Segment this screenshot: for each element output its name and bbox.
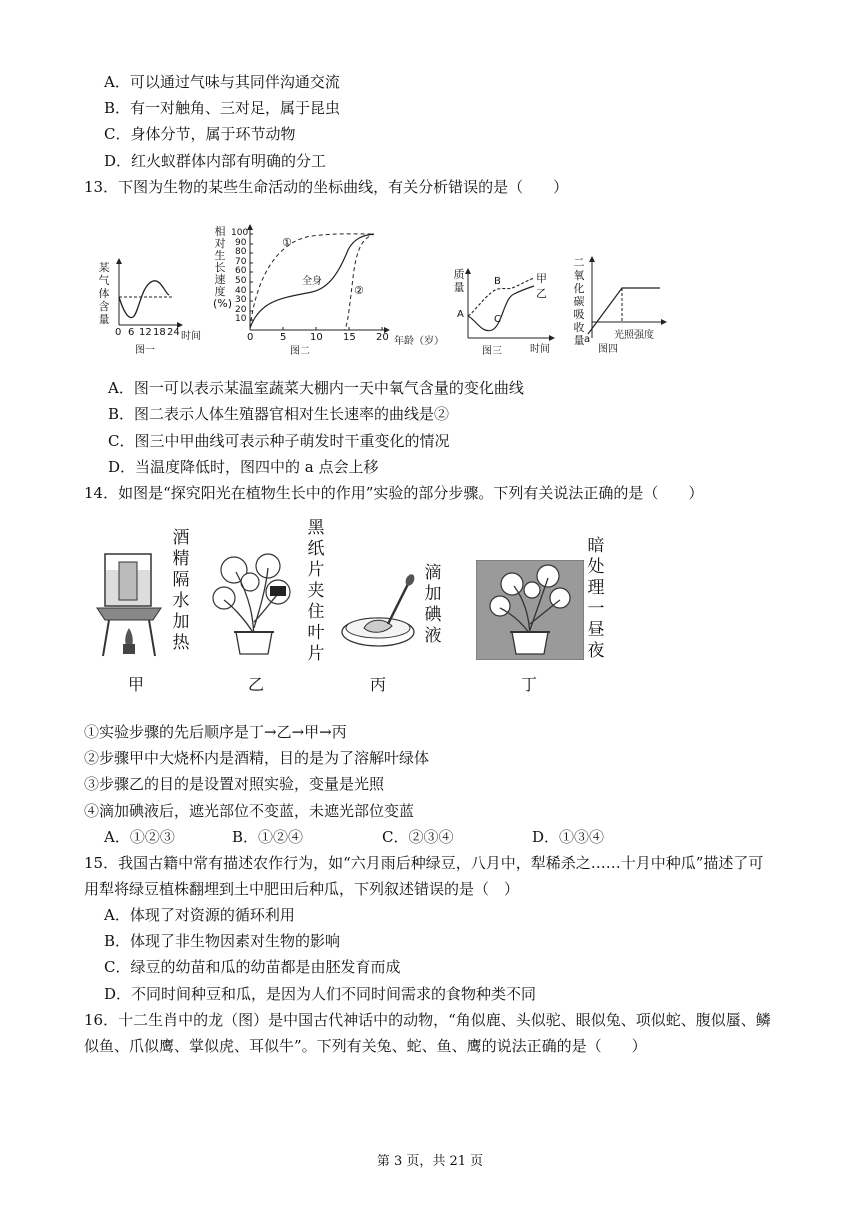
step-jia-illustration <box>95 548 170 660</box>
fig2-curve1-label: ① <box>282 236 292 249</box>
fig2-xlabel: 年龄（岁） <box>394 336 444 347</box>
q12-option-c: C．身体分节，属于环节动物 <box>104 125 296 143</box>
fig3-xlabel: 时间 <box>530 344 550 355</box>
fig2-xtick: 5 <box>280 332 287 343</box>
fig3-caption: 图三 <box>482 346 502 357</box>
q15-option-c: C．绿豆的幼苗和瓜的幼苗都是由胚发育而成 <box>104 958 401 976</box>
fig1-xtick: 12 <box>139 327 152 338</box>
fig2-xtick: 20 <box>376 332 389 343</box>
step-jia-note: 酒精隔水加热 <box>172 528 190 653</box>
fig2-xtick: 0 <box>247 332 254 343</box>
step-yi-illustration <box>210 548 300 660</box>
fig4-point-a: a <box>584 334 591 345</box>
q14-option-c: C．②③④ <box>382 828 454 846</box>
fig3-point-c: C <box>494 314 501 325</box>
step-jia-label: 甲 <box>128 675 145 694</box>
fig2-curve2-label: ② <box>354 284 364 297</box>
step-yi-note: 黑纸片夹住叶片 <box>307 518 325 664</box>
q15-option-a: A．体现了对资源的循环利用 <box>104 906 295 924</box>
step-ding-illustration <box>476 560 584 660</box>
fig3-curve-jia: 甲 <box>536 272 547 285</box>
q14-statement-3: ③步骤乙的目的是设置对照实验，变量是光照 <box>84 775 385 793</box>
q14-option-a: A．①②③ <box>104 828 175 846</box>
fig2-ytick: 10 <box>235 314 247 324</box>
q15-option-b: B．体现了非生物因素对生物的影响 <box>104 932 341 950</box>
q13-option-d: D．当温度降低时，图四中的 a 点会上移 <box>108 458 379 476</box>
fig2-ytick: 30 <box>235 295 247 305</box>
figure-1 <box>95 255 210 355</box>
fig3-curve-yi: 乙 <box>536 287 547 300</box>
q13-stem: 13．下图为生物的某些生命活动的坐标曲线，有关分析错误的是（ ） <box>84 178 569 196</box>
fig2-ytick: 50 <box>235 276 247 286</box>
step-ding-label: 丁 <box>521 675 538 694</box>
fig4-caption: 图四 <box>598 344 618 355</box>
step-bing-label: 丙 <box>370 675 387 694</box>
q15-option-d: D．不同时间种豆和瓜，是因为人们不同时间需求的食物种类不同 <box>104 985 537 1003</box>
fig2-xtick: 10 <box>310 332 323 343</box>
fig1-caption: 图一 <box>135 345 155 356</box>
fig2-caption: 图二 <box>290 346 310 357</box>
q14-statement-2: ②步骤甲中大烧杯内是酒精，目的是为了溶解叶绿体 <box>84 749 430 767</box>
fig2-ytick: 60 <box>235 266 247 276</box>
q14-statement-1: ①实验步骤的先后顺序是丁→乙→甲→丙 <box>84 723 347 741</box>
page-footer: 第 3 页，共 21 页 <box>376 1154 484 1169</box>
q12-option-a: A．可以通过气味与其同伴沟通交流 <box>104 73 340 91</box>
step-bing-illustration <box>338 570 422 660</box>
step-ding-note: 暗处理一昼夜 <box>587 536 605 661</box>
fig2-xtick: 15 <box>343 332 356 343</box>
fig1-ylabel: 某气体含量 <box>98 261 110 326</box>
fig2-ytick: 70 <box>235 257 247 267</box>
q15-stem-line2: 用犁将绿豆植株翻埋到土中肥田后种瓜，下列叙述错误的是（ ） <box>84 880 520 898</box>
q16-stem-line2: 似鱼、爪似鹰、掌似虎、耳似牛”。下列有关兔、蛇、鱼、鹰的说法正确的是（ ） <box>84 1037 647 1055</box>
fig1-xlabel: 时间 <box>181 331 201 342</box>
fig1-xtick: 0 <box>115 327 122 338</box>
figure-2 <box>212 220 447 355</box>
fig1-xtick: 24 <box>167 327 180 338</box>
q13-option-b: B．图二表示人体生殖器官相对生长速率的曲线是② <box>108 405 450 423</box>
step-bing-note: 滴加碘液 <box>424 563 442 646</box>
q14-stem: 14．如图是“探究阳光在植物生长中的作用”实验的部分步骤。下列有关说法正确的是（ ） <box>84 484 704 502</box>
fig2-ytick: 90 <box>235 238 247 248</box>
fig4-ylabel: 二氧化碳吸收量 <box>573 256 585 347</box>
q12-option-b: B．有一对触角、三对足，属于昆虫 <box>104 99 341 117</box>
fig2-ylabel: 相对生长速度(%) <box>213 225 233 310</box>
q14-statement-4: ④滴加碘液后，遮光部位不变蓝，未遮光部位变蓝 <box>84 802 415 820</box>
q14-option-d: D．①③④ <box>532 828 605 846</box>
fig2-ytick: 20 <box>235 305 247 315</box>
q12-option-d: D．红火蚁群体内部有明确的分工 <box>104 152 327 170</box>
fig2-curve3-label: 全身 <box>302 276 322 287</box>
q15-stem-line1: 15．我国古籍中常有描述农作行为，如“六月雨后种绿豆，八月中，犁稀杀之……十月中种瓜”描述了可 <box>84 854 764 872</box>
fig3-ylabel: 质量 <box>453 268 465 294</box>
q13-option-c: C．图三中甲曲线可表示种子萌发时干重变化的情况 <box>108 432 450 450</box>
figure-4 <box>570 252 670 357</box>
fig2-ytick: 40 <box>235 286 247 296</box>
figure-3 <box>452 262 562 357</box>
fig1-xtick: 18 <box>153 327 166 338</box>
step-yi-label: 乙 <box>248 675 265 694</box>
q13-option-a: A．图一可以表示某温室蔬菜大棚内一天中氧气含量的变化曲线 <box>108 379 524 397</box>
q14-option-b: B．①②④ <box>232 828 304 846</box>
fig3-point-a: A <box>457 309 464 320</box>
fig4-xlabel: 光照强度 <box>614 330 654 341</box>
fig2-ytick: 80 <box>235 247 247 257</box>
fig3-point-b: B <box>494 276 501 287</box>
fig1-xtick: 6 <box>128 327 135 338</box>
fig2-ytick: 100 <box>231 228 249 238</box>
q16-stem-line1: 16．十二生肖中的龙（图）是中国古代神话中的动物，“角似鹿、头似驼、眼似兔、项似蛇、腹似蜃、鳞 <box>84 1011 771 1029</box>
